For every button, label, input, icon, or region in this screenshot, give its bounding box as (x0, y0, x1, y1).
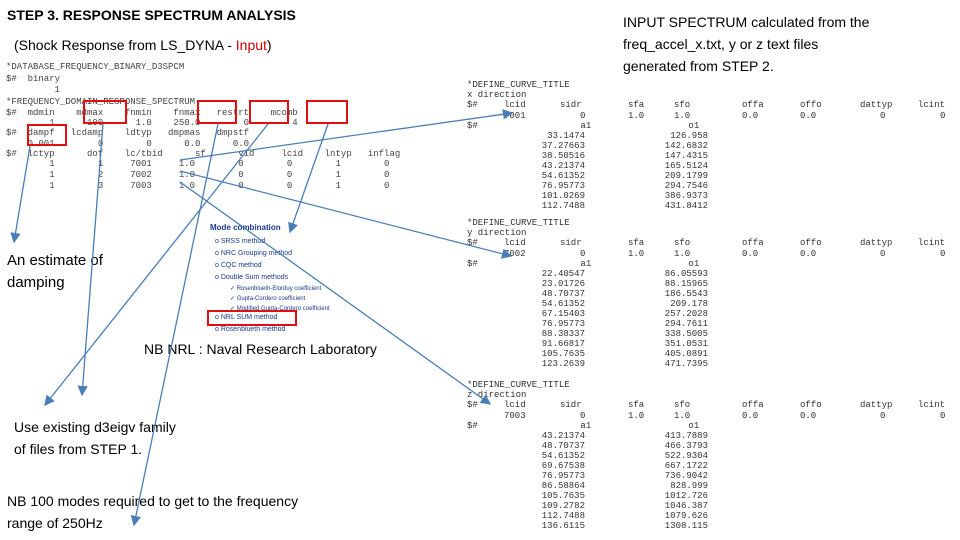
curve-ordinate: 338.5005 (664, 329, 708, 339)
curve-value-cell: 0 (880, 249, 886, 259)
curve-header-cell: dattyp (860, 238, 893, 248)
curve-abscissa: 105.7635 (541, 349, 585, 359)
curve-header-cell: lcid (504, 400, 526, 410)
input-spectrum-note-line: freq_accel_x.txt, y or z text files (623, 36, 819, 52)
mode-item-cqc: o CQC method (215, 262, 262, 269)
curve-ordinate: 351.0531 (664, 339, 708, 349)
curve-abscissa: 43.21374 (541, 161, 585, 171)
mode-item-srss: o SRSS method (215, 238, 266, 245)
curve-header-cell: sfo (674, 238, 691, 248)
curve-ordinate: 294.7611 (664, 319, 708, 329)
curve-ordinate: 294.7546 (664, 181, 708, 191)
curve-header-cell: offo (800, 238, 822, 248)
curve-header-cell: offo (800, 400, 822, 410)
curve-header-cell: $# (467, 400, 478, 410)
d3eigv-note-line: Use existing d3eigv family (14, 419, 176, 435)
curve-value-cell: 0 (580, 111, 586, 121)
curve-ordinate: 186.5543 (664, 289, 708, 299)
curve-abscissa: 109.2782 (541, 501, 585, 511)
curve-value-cell: 1.0 (674, 111, 691, 121)
curve-ordinate: 209.178 (670, 299, 708, 309)
mode-subitem-modified-gupta-cordero: ✓ Modified Gupta-Cordero coefficient (230, 306, 330, 312)
curve-value-cell: 0 (940, 411, 946, 421)
curve-value-cell: 1.0 (674, 411, 691, 421)
curve-header-cell: lcint (918, 400, 946, 410)
curve-ordinate: 1046.387 (664, 501, 708, 511)
curve-header-cell: dattyp (860, 100, 893, 110)
input-spectrum-note-line: generated from STEP 2. (623, 58, 774, 74)
mode-combination-title: Mode combination (210, 223, 281, 232)
curve-abscissa: 54.61352 (541, 171, 585, 181)
curve-ordinate: 1012.726 (664, 491, 708, 501)
curve-ordinate: 165.5124 (664, 161, 708, 171)
page-title: STEP 3. RESPONSE SPECTRUM ANALYSIS (7, 7, 296, 23)
curve-abscissa: 91.66817 (541, 339, 585, 349)
curve-value-cell: 0.0 (800, 411, 817, 421)
curve-direction: x direction (467, 90, 527, 100)
curve-header-cell: lcid (504, 238, 526, 248)
curve-axis-labels: $# a1 o1 (467, 421, 700, 431)
curve-value-cell: 0 (940, 111, 946, 121)
curve-header-cell: offa (742, 100, 764, 110)
subtitle-input-highlight: Input (235, 37, 267, 53)
curve-header-cell: sidr (560, 100, 582, 110)
curve-abscissa: 54.61352 (541, 299, 585, 309)
curve-ordinate: 386.9373 (664, 191, 708, 201)
curve-header-cell: $# (467, 238, 478, 248)
curve-abscissa: 23.01726 (541, 279, 585, 289)
curve-ordinate: 126.958 (670, 131, 708, 141)
curve-abscissa: 48.70737 (541, 441, 585, 451)
modes-note-line: range of 250Hz (7, 515, 103, 531)
curve-abscissa: 43.21374 (541, 431, 585, 441)
curve-abscissa: 86.58864 (541, 481, 585, 491)
curve-lcid: 7002 (504, 249, 526, 259)
curve-abscissa: 76.95773 (541, 471, 585, 481)
mode-subitem-rosenblueth-elorduy: ✓ Rosenblueth-Elorduy coefficient (230, 286, 322, 292)
curve-value-cell: 0 (580, 249, 586, 259)
keyword-line: 1 1 7001 1.0 0 0 1 0 (6, 159, 390, 169)
curve-abscissa: 76.95773 (541, 319, 585, 329)
keyword-line: 1 (6, 85, 61, 95)
curve-header-cell: dattyp (860, 400, 893, 410)
curve-ordinate: 736.9042 (664, 471, 708, 481)
curve-direction: y direction (467, 228, 527, 238)
curve-abscissa: 69.67538 (541, 461, 585, 471)
subtitle-prefix: (Shock Response from LS_DYNA - (14, 37, 236, 53)
curve-ordinate: 405.0891 (664, 349, 708, 359)
arrow-restrt-to-d3eigv-note (45, 124, 268, 405)
curve-header-cell: sfo (674, 400, 691, 410)
curve-value-cell: 0.0 (800, 111, 817, 121)
curve-header-cell: lcint (918, 100, 946, 110)
curve-abscissa: 112.7488 (541, 511, 585, 521)
mode-item-nrc: o NRC Grouping method (215, 250, 293, 257)
curve-ordinate: 828.999 (670, 481, 708, 491)
curve-abscissa: 38.50516 (541, 151, 585, 161)
keyword-line: *DATABASE_FREQUENCY_BINARY_D3SPCM (6, 62, 185, 72)
curve-abscissa: 33.1474 (547, 131, 585, 141)
curve-ordinate: 1308.115 (664, 521, 708, 531)
subtitle-suffix: ) (266, 37, 272, 53)
mode-item-nrl-sum: o NRL SUM method (215, 314, 278, 321)
curve-value-cell: 0 (880, 111, 886, 121)
keyword-line: $# lctyp dof lc/tbid sf vid lcid lntyp inflag (6, 149, 401, 159)
arrow-7001-to-x-curve (180, 113, 512, 160)
curve-header-cell: sfo (674, 100, 691, 110)
curve-header-cell: offo (800, 100, 822, 110)
damping-note-line: An estimate of (7, 252, 103, 269)
curve-abscissa: 67.15403 (541, 309, 585, 319)
curve-ordinate: 466.3793 (664, 441, 708, 451)
curve-header-cell: sfa (628, 400, 645, 410)
curve-ordinate: 257.2028 (664, 309, 708, 319)
curve-value-cell: 0.0 (742, 411, 759, 421)
curve-ordinate: 88.15965 (664, 279, 708, 289)
keyword-line: 1 100 1.0 250.0 0 4 (6, 118, 298, 128)
curve-header-cell: $# (467, 100, 478, 110)
curve-value-cell: 0.0 (742, 249, 759, 259)
curve-ordinate: 431.8412 (664, 201, 708, 211)
curve-header-cell: offa (742, 238, 764, 248)
mode-item-rosenblueth: o Rosenblueth method (215, 326, 286, 333)
arrow-dampf-to-damping-note (14, 146, 30, 242)
curve-abscissa: 22.40547 (541, 269, 585, 279)
curve-ordinate: 86.05593 (664, 269, 708, 279)
d3eigv-note-line: of files from STEP 1. (14, 441, 143, 457)
keyword-line: $# dampf lcdamp ldtyp dmpmas dmpstf (6, 128, 250, 138)
curve-keyword: *DEFINE_CURVE_TITLE (467, 218, 570, 228)
curve-value-cell: 0.0 (800, 249, 817, 259)
curve-ordinate: 413.7889 (664, 431, 708, 441)
curve-direction: z direction (467, 390, 527, 400)
curve-abscissa: 54.61352 (541, 451, 585, 461)
curve-axis-labels: $# a1 o1 (467, 121, 700, 131)
curve-ordinate: 667.1722 (664, 461, 708, 471)
curve-abscissa: 48.70737 (541, 289, 585, 299)
keyword-line: 1 2 7002 1.0 0 0 1 0 (6, 170, 390, 180)
arrow-7003-to-z-curve (180, 182, 490, 404)
curve-lcid: 7001 (504, 111, 526, 121)
mode-item-double-sum: o Double Sum methods (215, 274, 289, 281)
keyword-line: *FREQUENCY_DOMAIN_RESPONSE_SPECTRUM (6, 97, 196, 107)
curve-ordinate: 142.6832 (664, 141, 708, 151)
curve-value-cell: 1.0 (628, 411, 645, 421)
curve-abscissa: 105.7635 (541, 491, 585, 501)
curve-value-cell: 1.0 (628, 249, 645, 259)
curve-lcid: 7003 (504, 411, 526, 421)
curve-ordinate: 209.1799 (664, 171, 708, 181)
curve-axis-labels: $# a1 o1 (467, 259, 700, 269)
curve-header-cell: offa (742, 400, 764, 410)
curve-value-cell: 1.0 (628, 111, 645, 121)
curve-header-cell: lcid (504, 100, 526, 110)
keyword-line: $# mdmin mdmax fnmin fnmax restrt mcomb (6, 108, 298, 118)
curve-ordinate: 1079.626 (664, 511, 708, 521)
keyword-line: 0.001 0 0 0.0 0.0 (6, 139, 250, 149)
curve-ordinate: 147.4315 (664, 151, 708, 161)
damping-note-line: damping (7, 274, 65, 291)
keyword-line: $# binary (6, 74, 61, 84)
keyword-line: 1 3 7003 1.0 0 0 1 0 (6, 181, 390, 191)
mode-subitem-gupta-cordero: ✓ Gupta-Cordero coefficient (230, 296, 306, 302)
curve-keyword: *DEFINE_CURVE_TITLE (467, 80, 570, 90)
curve-value-cell: 0 (880, 411, 886, 421)
curve-abscissa: 101.0269 (541, 191, 585, 201)
curve-abscissa: 37.27663 (541, 141, 585, 151)
curve-header-cell: sfa (628, 100, 645, 110)
curve-header-cell: sidr (560, 400, 582, 410)
curve-value-cell: 1.0 (674, 249, 691, 259)
curve-header-cell: lcint (918, 238, 946, 248)
curve-value-cell: 0.0 (742, 111, 759, 121)
curve-ordinate: 522.9304 (664, 451, 708, 461)
curve-abscissa: 88.38337 (541, 329, 585, 339)
nrl-note: NB NRL : Naval Research Laboratory (144, 341, 377, 357)
curve-keyword: *DEFINE_CURVE_TITLE (467, 380, 570, 390)
curve-ordinate: 471.7395 (664, 359, 708, 369)
curve-value-cell: 0 (580, 411, 586, 421)
arrow-7002-to-y-curve (180, 171, 511, 256)
curve-header-cell: sidr (560, 238, 582, 248)
curve-header-cell: sfa (628, 238, 645, 248)
curve-abscissa: 123.2639 (541, 359, 585, 369)
curve-value-cell: 0 (940, 249, 946, 259)
input-spectrum-note-line: INPUT SPECTRUM calculated from the (623, 14, 870, 30)
curve-abscissa: 112.7488 (541, 201, 585, 211)
curve-abscissa: 76.95773 (541, 181, 585, 191)
modes-note-line: NB 100 modes required to get to the frequency (7, 493, 299, 509)
curve-abscissa: 136.6115 (541, 521, 585, 531)
arrow-fnmax-to-range-note (134, 124, 218, 525)
